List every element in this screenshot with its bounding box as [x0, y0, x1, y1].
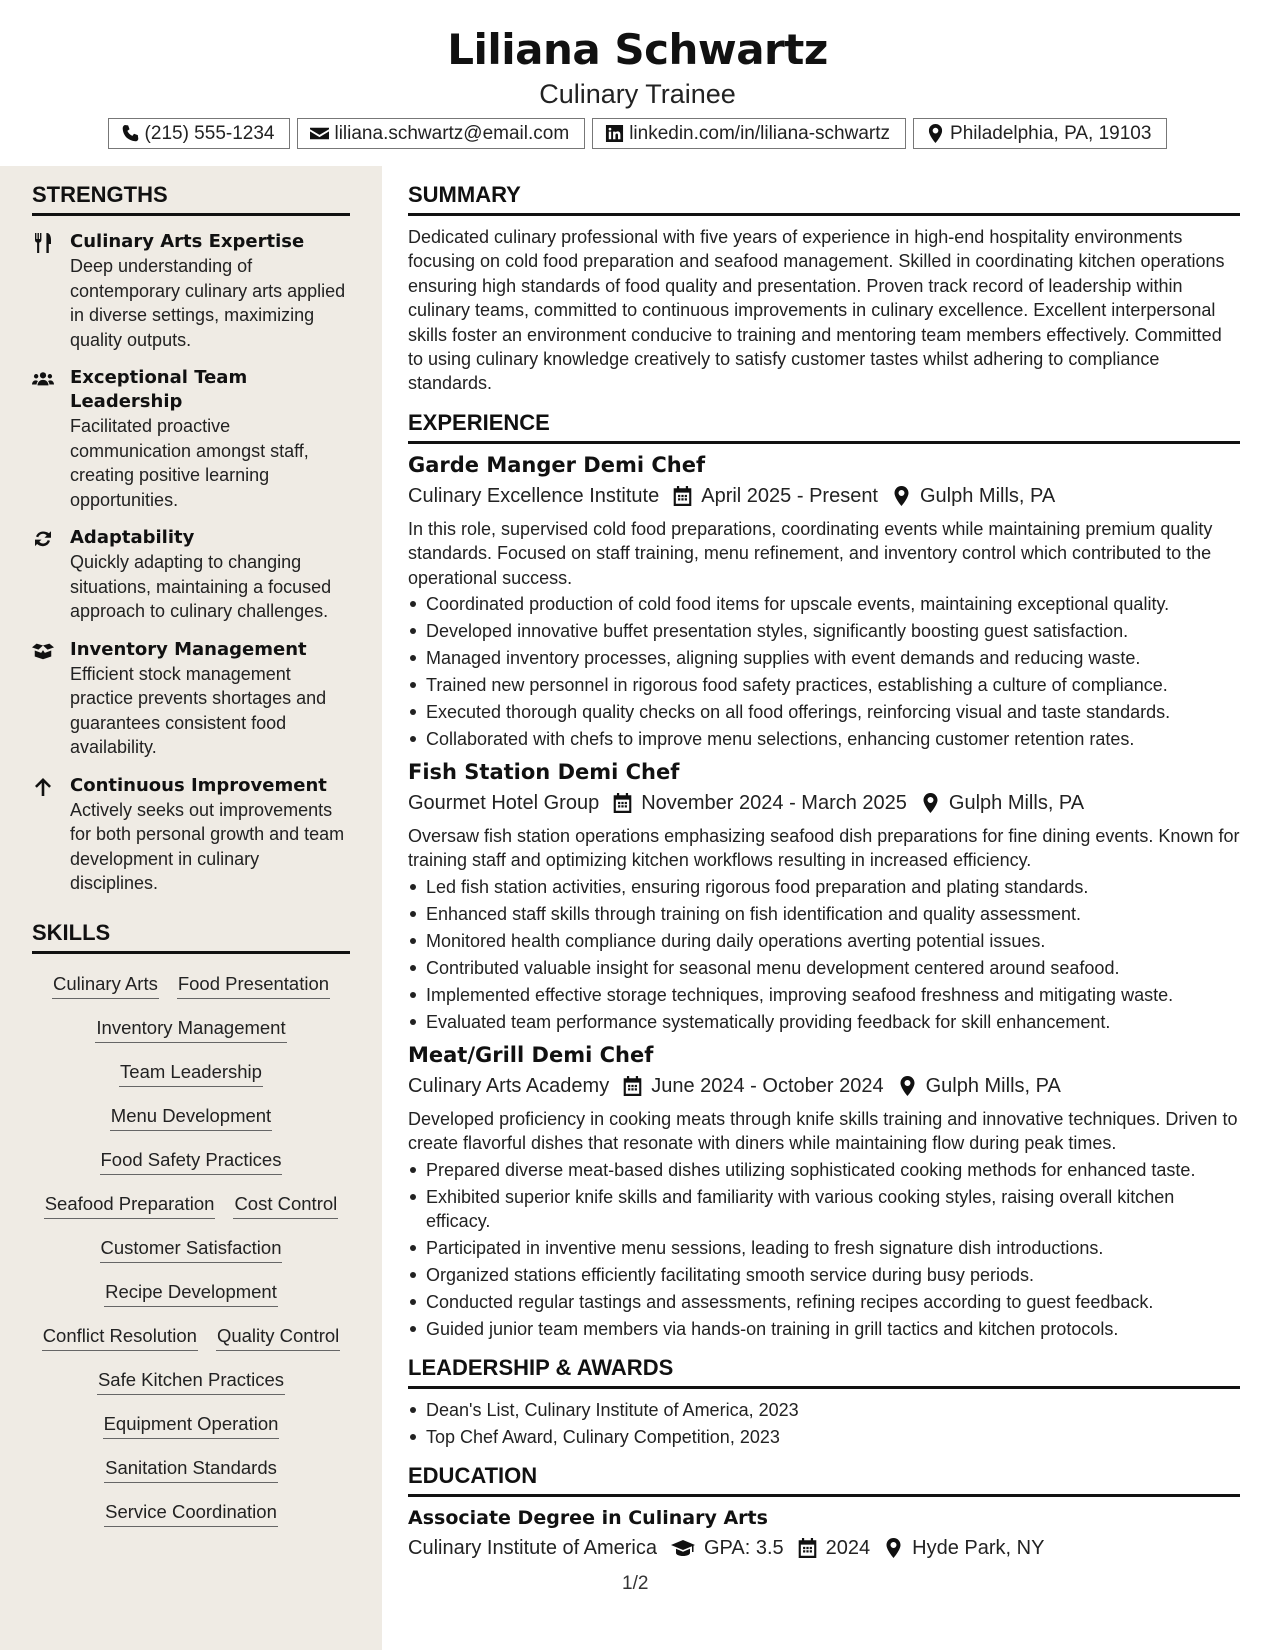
job-meta: [408, 790, 1240, 816]
education-meta: [408, 1535, 1240, 1561]
calendar-icon: [623, 1076, 642, 1096]
job-description: Developed proficiency in cooking meats through knife skills training and innovative techniques. Driven to create flavorful dishes that resonate with diners while maintaining flow during peak times.: [408, 1108, 1238, 1154]
job-dates: November 2024 - March 2025: [641, 792, 907, 815]
map-pin-icon: [884, 1538, 903, 1558]
job-description: Oversaw fish station operations emphasizing seafood dish preparations for fine dining events. Known for training staff and optimizing kitchen workflows resulting in increased efficiency.: [408, 826, 1240, 871]
job-dates: April 2025 - Present: [701, 484, 878, 507]
education-heading: EDUCATION: [408, 1463, 1240, 1497]
job-location: Gulph Mills, PA: [925, 1074, 1061, 1097]
job-dates: June 2024 - October 2024: [651, 1074, 884, 1097]
strength-desc: Facilitated proactive communication amongst staff, creating positive learning opportunities.: [70, 416, 309, 510]
list-item: Enhanced staff skills through training on fish identification and quality assessment.: [408, 902, 1240, 926]
strength-title: Exceptional Team Leadership: [70, 367, 248, 412]
main-column: [408, 166, 1240, 1561]
list-item: Organized stations efficiently facilitating smooth service during busy periods.: [408, 1263, 1240, 1287]
strength-item: [32, 526, 350, 624]
calendar-icon: [673, 486, 692, 506]
experience-section: [408, 410, 1240, 1341]
job-location: Gulph Mills, PA: [948, 792, 1085, 815]
contact-email-text: liliana.schwartz@email.com: [334, 122, 570, 144]
job-title: Meat/Grill Demi Chef: [408, 1042, 654, 1067]
summary-section: [408, 182, 1240, 396]
skill-tag: Team Leadership: [119, 1060, 263, 1087]
list-item: Exhibited superior knife skills and familiarity with various cooking styles, raising overall kitchen efficacy.: [408, 1185, 1240, 1233]
job-company: Gourmet Hotel Group: [408, 792, 600, 815]
contact-linkedin[interactable]: [592, 118, 906, 149]
job-meta: [408, 483, 1240, 509]
strength-desc: Efficient stock management practice prevents shortages and guarantees consistent food availability.: [70, 663, 327, 757]
list-item: Evaluated team performance systematically providing feedback for skill enhancement.: [408, 1010, 1240, 1034]
strength-desc: Deep understanding of contemporary culinary arts applied in diverse settings, maximizing quality outputs.: [70, 256, 346, 350]
list-item: Executed thorough quality checks on all food offerings, reinforcing visual and taste standards.: [408, 700, 1240, 724]
graduation-cap-icon: [671, 1538, 695, 1558]
users-icon: [32, 369, 54, 389]
strength-item: [32, 230, 350, 352]
candidate-name: Liliana Schwartz: [447, 25, 828, 74]
strength-desc: Actively seeks out improvements for both personal growth and team development in culinary disciplines.: [70, 799, 345, 893]
map-pin-icon: [892, 486, 911, 506]
sync-icon: [32, 529, 54, 549]
job-entry: [408, 451, 1240, 751]
job-meta: [408, 1073, 1240, 1099]
job-bullets: [408, 1158, 1240, 1341]
list-item: Prepared diverse meat-based dishes utilizing sophisticated cooking methods for enhanced taste.: [408, 1158, 1240, 1182]
job-title: Fish Station Demi Chef: [408, 760, 680, 785]
sidebar: [0, 166, 382, 1650]
skill-tag: Cost Control: [233, 1192, 338, 1219]
skill-tag: Inventory Management: [95, 1016, 286, 1043]
job-company: Culinary Excellence Institute: [408, 484, 660, 507]
awards-section: [408, 1355, 1240, 1449]
list-item: Guided junior team members via hands-on training in grill tactics and kitchen protocols.: [408, 1317, 1240, 1341]
strength-title: Continuous Improvement: [70, 774, 327, 796]
list-item: Conducted regular tastings and assessments, refining recipes according to guest feedback.: [408, 1290, 1240, 1314]
skill-tag: Customer Satisfaction: [100, 1236, 283, 1263]
skills-list: [32, 966, 350, 1538]
utensils-icon: [32, 233, 54, 253]
skill-tag: Food Safety Practices: [100, 1148, 283, 1175]
skill-tag: Safe Kitchen Practices: [97, 1368, 285, 1395]
summary-text: Dedicated culinary professional with five years of experience in high-end hospitality environments focusing on cold food preparation and seafood management. Skilled in coordinating kitchen operations ensuring high standards of food quality and presentation. Proven track record of leadership within culinary teams, committed to continuous improvements in culinary excellence. Excellent interpersonal skills foster an environment conducive to training and mentoring team members effectively. Committed to using culinary knowledge creatively to satisfy customer tastes whilst adhering to compliance standards.: [408, 227, 1225, 394]
map-pin-icon: [898, 1076, 917, 1096]
awards-heading: LEADERSHIP & AWARDS: [408, 1355, 1240, 1389]
candidate-role: Culinary Trainee: [539, 79, 736, 109]
skill-tag: Sanitation Standards: [104, 1456, 278, 1483]
job-entry: [408, 1041, 1240, 1341]
job-description: In this role, supervised cold food preparations, coordinating events while maintaining premium quality standards. Focused on staff training, menu refinement, and inventory control which contributed to the operational success.: [408, 518, 1213, 588]
gpa: GPA: 3.5: [704, 1536, 784, 1559]
linkedin-icon: [605, 124, 624, 143]
job-location: Gulph Mills, PA: [920, 484, 1056, 507]
strength-title: Culinary Arts Expertise: [70, 231, 305, 252]
calendar-icon: [613, 793, 632, 813]
calendar-icon: [798, 1538, 817, 1558]
list-item: Collaborated with chefs to improve menu selections, enhancing customer retention rates.: [408, 727, 1240, 751]
contact-linkedin-text: linkedin.com/in/liliana-schwartz: [629, 122, 891, 144]
skill-tag: Menu Development: [110, 1104, 272, 1131]
list-item: Top Chef Award, Culinary Competition, 2023: [408, 1425, 1240, 1449]
contact-bar: [0, 118, 1275, 149]
list-item: Trained new personnel in rigorous food safety practices, establishing a culture of compliance.: [408, 673, 1240, 697]
skill-tag: Quality Control: [216, 1324, 340, 1351]
contact-location-text: Philadelphia, PA, 19103: [950, 122, 1152, 144]
map-pin-icon: [926, 124, 945, 143]
list-item: Implemented effective storage techniques, improving seafood freshness and mitigating waste.: [408, 983, 1240, 1007]
list-item: Developed innovative buffet presentation styles, significantly boosting guest satisfaction.: [408, 619, 1240, 643]
arrow-up-icon: [32, 777, 54, 797]
contact-email[interactable]: [297, 118, 585, 149]
resume-header: [0, 0, 1275, 149]
summary-heading: SUMMARY: [408, 182, 1240, 216]
degree-title: Associate Degree in Culinary Arts: [408, 1506, 768, 1529]
job-company: Culinary Arts Academy: [408, 1074, 610, 1097]
list-item: Coordinated production of cold food items for upscale events, maintaining exceptional quality.: [408, 592, 1240, 616]
strength-item: [32, 774, 350, 896]
skill-tag: Seafood Preparation: [44, 1192, 216, 1219]
envelope-icon: [310, 124, 329, 143]
strength-title: Inventory Management: [70, 638, 307, 660]
school-location: Hyde Park, NY: [912, 1536, 1045, 1559]
skill-tag: Food Presentation: [177, 972, 330, 999]
education-section: [408, 1463, 1240, 1561]
list-item: Monitored health compliance during daily operations averting potential issues.: [408, 929, 1240, 953]
map-pin-icon: [921, 793, 940, 813]
page-number: 1/2: [622, 1573, 649, 1594]
list-item: Contributed valuable insight for seasonal menu development centered around seafood.: [408, 956, 1240, 980]
list-item: Managed inventory processes, aligning supplies with event demands and reducing waste.: [408, 646, 1240, 670]
strength-item: [32, 366, 350, 512]
graduation-year: 2024: [825, 1536, 871, 1559]
list-item: Led fish station activities, ensuring rigorous food preparation and plating standards.: [408, 875, 1240, 899]
job-bullets: [408, 592, 1240, 751]
list-item: Dean's List, Culinary Institute of America, 2023: [408, 1398, 1240, 1422]
job-bullets: [408, 875, 1240, 1034]
skill-tag: Equipment Operation: [103, 1412, 280, 1439]
list-item: Participated in inventive menu sessions, leading to fresh signature dish introductions.: [408, 1236, 1240, 1260]
skill-tag: Service Coordination: [104, 1500, 278, 1527]
skill-tag: Recipe Development: [104, 1280, 278, 1307]
contact-phone[interactable]: [108, 118, 291, 149]
awards-list: [408, 1398, 1240, 1449]
box-open-icon: [32, 641, 54, 661]
strength-title: Adaptability: [70, 527, 195, 548]
strength-item: [32, 638, 350, 760]
contact-phone-text: (215) 555-1234: [144, 122, 275, 144]
phone-icon: [121, 124, 140, 143]
school-name: Culinary Institute of America: [408, 1536, 657, 1559]
skill-tag: Culinary Arts: [52, 972, 159, 999]
strengths-heading: STRENGTHS: [32, 182, 350, 216]
contact-location[interactable]: [913, 118, 1167, 149]
skills-heading: SKILLS: [32, 920, 350, 954]
skill-tag: Conflict Resolution: [42, 1324, 198, 1351]
job-title: Garde Manger Demi Chef: [408, 452, 706, 477]
job-entry: [408, 758, 1240, 1034]
experience-heading: EXPERIENCE: [408, 410, 1240, 444]
strength-desc: Quickly adapting to changing situations, maintaining a focused approach to culinary challenges.: [70, 552, 332, 621]
